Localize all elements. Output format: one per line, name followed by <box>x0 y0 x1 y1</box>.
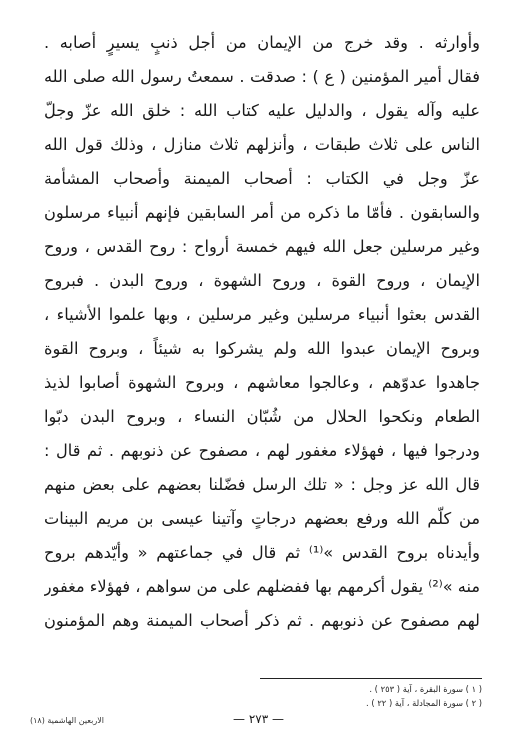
text-line: عزّ وجل في الكتاب : أصحاب الميمنة وأصحاب المشأمة <box>44 169 480 188</box>
text-line: الناس على ثلاث طبقات ، وأنزلهم ثلاث منازل ، وذلك قول الله <box>44 135 480 154</box>
footnote-separator <box>260 678 482 679</box>
text-line: والسابقون . فأمّا ما ذكره من أمر السابقين فإنهم أنبياء مرسلون <box>44 203 480 222</box>
text-line: منه »⁽²⁾ يقول أكرمهم بها ففضلهم على من سواهم ، فهؤلاء مغفور <box>44 577 480 596</box>
text-line: الطعام ونكحوا الحلال من شُبّان النساء ، وبروح البدن دبّوا <box>44 407 480 426</box>
text-line: ودرجوا فيها ، فهؤلاء مغفور لهم ، مصفوح عن ذنوبهم . ثم قال : <box>44 441 480 460</box>
text-line: القدس بعثوا أنبياء مرسلين وغير مرسلين ، وبها علموا الأشياء ، <box>44 305 480 324</box>
footnote-line: ( ١ ) سورة البقرة ، آية ( ٢٥٣ ) . <box>369 684 482 694</box>
text-line: عليه وآله يقول ، والدليل عليه كتاب الله : خلق الله عزّ وجلّ <box>44 101 480 120</box>
running-title: الاربعين الهاشمية (١٨) <box>30 716 104 725</box>
footnote-line: ( ٢ ) سورة المجادلة ، آية ( ٢٢ ) . <box>366 698 482 708</box>
text-line: قال الله عز وجل : « تلك الرسل فضّلنا بعضهم على بعض منهم <box>44 475 480 494</box>
main-text-block <box>44 26 480 638</box>
text-line: الإيمان ، وروح القوة ، وروح الشهوة ، وروح البدن . فبروح <box>44 271 480 290</box>
text-line: وغير مرسلين جعل الله فيهم خمسة أرواح : روح القدس ، وروح <box>44 237 480 256</box>
text-line: وأوارثه . وقد خرج من الإيمان من أجل ذنبٍ يسيرٍ أصابه . <box>44 33 480 52</box>
text-line: لهم مصفوح عن ذنوبهم . ثم ذكر أصحاب الميمنة وهم المؤمنون <box>44 611 480 630</box>
text-line: وأيدناه بروح القدس »⁽¹⁾ ثم قال في جماعتهم « وأيّدهم بروح <box>44 543 480 562</box>
text-line: من كلّم الله ورفع بعضهم درجاتٍ وآتينا عيسى بن مريم البينات <box>44 509 480 528</box>
footnotes-block <box>200 682 482 710</box>
text-line: جاهدوا عدوّهم ، وعالجوا معاشهم ، وبروح الشهوة أصابوا لذيذ <box>44 373 480 392</box>
page-number: — ٢٧٣ — <box>233 712 284 726</box>
text-line: وبروح الإيمان عبدوا الله ولم يشركوا به شيئاً ، وبروح القوة <box>44 339 480 358</box>
text-line: فقال أمير المؤمنين ( ع ) : صدقت . سمعتُ رسول الله صلى الله <box>44 67 480 86</box>
